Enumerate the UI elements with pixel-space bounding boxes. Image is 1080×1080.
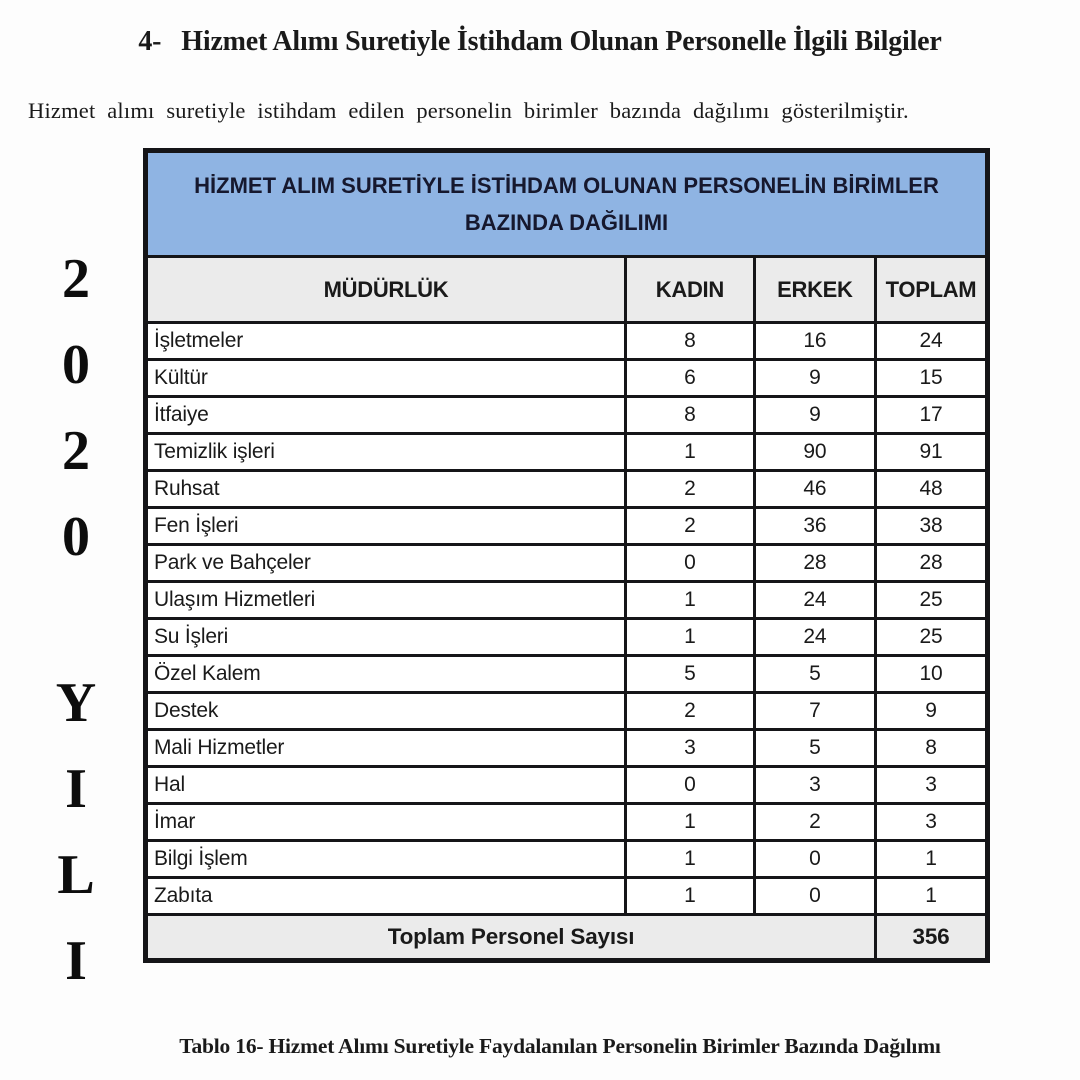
row-name-cell: İmar <box>146 804 626 841</box>
table-row <box>146 582 988 619</box>
row-name-cell: Destek <box>146 693 626 730</box>
row-toplam-cell: 1 <box>876 841 988 878</box>
row-name-cell: İtfaiye <box>146 397 626 434</box>
row-erkek-cell: 9 <box>754 360 875 397</box>
personnel-table <box>143 148 990 963</box>
row-kadin-cell: 2 <box>625 693 754 730</box>
heading-text: Hizmet Alımı Suretiyle İstihdam Olunan Personelle İlgili Bilgiler <box>181 26 942 57</box>
row-toplam-cell: 28 <box>876 545 988 582</box>
table-row <box>146 545 988 582</box>
row-erkek-cell: 9 <box>754 397 875 434</box>
row-name-cell: İşletmeler <box>146 323 626 360</box>
table-title-line2: BAZINDA DAĞILIMI <box>464 210 669 235</box>
row-name-cell: Mali Hizmetler <box>146 730 626 767</box>
row-kadin-cell: 0 <box>625 545 754 582</box>
table-row <box>146 693 988 730</box>
intro-paragraph: Hizmet alımı suretiyle istihdam edilen personelin birimler bazında dağılımı gösterilmiştir. <box>28 98 909 123</box>
column-header-erkek: ERKEK <box>754 257 875 323</box>
row-erkek-cell: 3 <box>754 767 875 804</box>
row-kadin-cell: 3 <box>625 730 754 767</box>
row-erkek-cell: 28 <box>754 545 875 582</box>
row-erkek-cell: 0 <box>754 878 875 915</box>
row-name-cell: Kültür <box>146 360 626 397</box>
row-toplam-cell: 3 <box>876 804 988 841</box>
column-header-kadin: KADIN <box>625 257 754 323</box>
row-kadin-cell: 2 <box>625 471 754 508</box>
row-kadin-cell: 5 <box>625 656 754 693</box>
vertical-year-char: 0 <box>62 506 90 568</box>
table-row <box>146 841 988 878</box>
row-erkek-cell: 36 <box>754 508 875 545</box>
column-header-mudurluk: MÜDÜRLÜK <box>146 257 626 323</box>
table-row <box>146 471 988 508</box>
vertical-year-2020 <box>40 238 112 582</box>
column-header-toplam: TOPLAM <box>876 257 988 323</box>
table-row <box>146 508 988 545</box>
vertical-year-char: I <box>65 930 87 992</box>
table-row <box>146 397 988 434</box>
total-row <box>146 915 988 961</box>
total-value: 356 <box>876 915 988 961</box>
table-row <box>146 619 988 656</box>
table-row <box>146 730 988 767</box>
row-toplam-cell: 8 <box>876 730 988 767</box>
row-toplam-cell: 24 <box>876 323 988 360</box>
total-label: Toplam Personel Sayısı <box>146 915 876 961</box>
vertical-year-char: Y <box>55 672 97 734</box>
vertical-year-yili <box>40 662 112 1006</box>
row-kadin-cell: 1 <box>625 434 754 471</box>
row-erkek-cell: 90 <box>754 434 875 471</box>
row-name-cell: Park ve Bahçeler <box>146 545 626 582</box>
vertical-year-char: 2 <box>62 420 90 482</box>
table-title-line1: HİZMET ALIM SURETİYLE İSTİHDAM OLUNAN PERSONELİN BİRİMLER <box>194 172 939 198</box>
row-kadin-cell: 1 <box>625 619 754 656</box>
row-erkek-cell: 24 <box>754 582 875 619</box>
table-row <box>146 323 988 360</box>
row-kadin-cell: 1 <box>625 582 754 619</box>
row-kadin-cell: 1 <box>625 804 754 841</box>
row-kadin-cell: 0 <box>625 767 754 804</box>
table-row <box>146 804 988 841</box>
row-toplam-cell: 10 <box>876 656 988 693</box>
row-name-cell: Ulaşım Hizmetleri <box>146 582 626 619</box>
row-erkek-cell: 16 <box>754 323 875 360</box>
table-row <box>146 434 988 471</box>
row-toplam-cell: 3 <box>876 767 988 804</box>
row-toplam-cell: 91 <box>876 434 988 471</box>
row-erkek-cell: 46 <box>754 471 875 508</box>
row-kadin-cell: 6 <box>625 360 754 397</box>
table-title-row <box>146 151 988 257</box>
table-row <box>146 767 988 804</box>
table-title <box>146 151 988 257</box>
row-name-cell: Su İşleri <box>146 619 626 656</box>
row-kadin-cell: 2 <box>625 508 754 545</box>
row-toplam-cell: 38 <box>876 508 988 545</box>
row-toplam-cell: 25 <box>876 619 988 656</box>
vertical-year-label <box>40 238 112 1006</box>
table-caption: Tablo 16- Hizmet Alımı Suretiyle Faydalanılan Personelin Birimler Bazında Dağılımı <box>179 1034 941 1058</box>
vertical-year-char: L <box>57 844 95 906</box>
row-kadin-cell: 8 <box>625 323 754 360</box>
vertical-year-char: 2 <box>62 248 90 310</box>
column-header-row <box>146 257 988 323</box>
row-kadin-cell: 1 <box>625 841 754 878</box>
row-erkek-cell: 5 <box>754 730 875 767</box>
vertical-year-char: I <box>65 758 87 820</box>
row-name-cell: Temizlik işleri <box>146 434 626 471</box>
table-row <box>146 656 988 693</box>
row-toplam-cell: 9 <box>876 693 988 730</box>
row-name-cell: Fen İşleri <box>146 508 626 545</box>
row-name-cell: Hal <box>146 767 626 804</box>
row-toplam-cell: 25 <box>876 582 988 619</box>
heading-number: 4- <box>138 26 162 57</box>
row-name-cell: Ruhsat <box>146 471 626 508</box>
table-row <box>146 878 988 915</box>
row-erkek-cell: 24 <box>754 619 875 656</box>
row-erkek-cell: 0 <box>754 841 875 878</box>
row-erkek-cell: 5 <box>754 656 875 693</box>
row-name-cell: Bilgi İşlem <box>146 841 626 878</box>
table-row <box>146 360 988 397</box>
personnel-table-container <box>143 148 990 963</box>
vertical-year-char: 0 <box>62 334 90 396</box>
row-name-cell: Özel Kalem <box>146 656 626 693</box>
row-toplam-cell: 1 <box>876 878 988 915</box>
row-kadin-cell: 1 <box>625 878 754 915</box>
row-toplam-cell: 15 <box>876 360 988 397</box>
row-erkek-cell: 2 <box>754 804 875 841</box>
row-erkek-cell: 7 <box>754 693 875 730</box>
row-toplam-cell: 48 <box>876 471 988 508</box>
row-toplam-cell: 17 <box>876 397 988 434</box>
row-name-cell: Zabıta <box>146 878 626 915</box>
row-kadin-cell: 8 <box>625 397 754 434</box>
page-title <box>0 26 1080 58</box>
